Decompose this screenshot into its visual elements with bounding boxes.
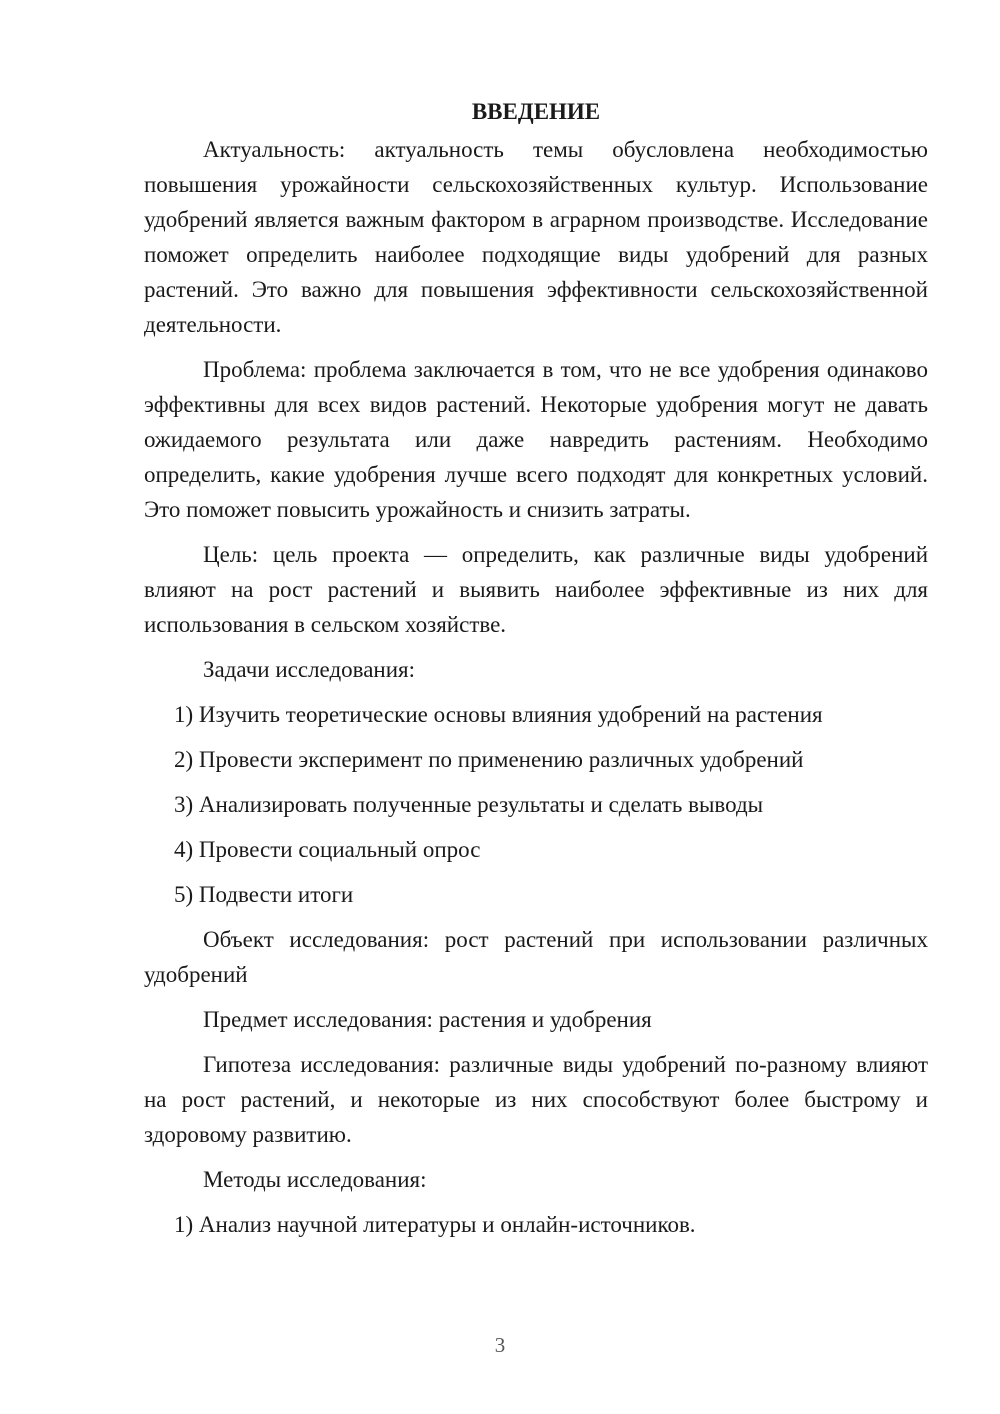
- tasks-list: [144, 697, 928, 912]
- task-item: 4) Провести социальный опрос: [174, 837, 481, 862]
- section-heading: ВВЕДЕНИЕ: [471, 99, 601, 124]
- page-content: [144, 92, 928, 1252]
- methods-label: Методы исследования:: [203, 1167, 427, 1192]
- object-paragraph: Объект исследования: рост растений при использовании различных удобрений: [144, 927, 928, 987]
- page-number: 3: [494, 1333, 506, 1357]
- task-item: 2) Провести эксперимент по применению различных удобрений: [174, 747, 804, 772]
- task-item: 5) Подвести итоги: [174, 882, 354, 907]
- subject-paragraph: Предмет исследования: растения и удобрения: [203, 1007, 652, 1032]
- goal-paragraph: Цель: цель проекта — определить, как различные виды удобрений влияют на рост растений и выявить наиболее эффективные из них для использования в сельском хозяйстве.: [144, 542, 928, 637]
- task-item: 1) Изучить теоретические основы влияния удобрений на растения: [174, 702, 823, 727]
- problem-paragraph: Проблема: проблема заключается в том, что не все удобрения одинаково эффективны для всех видов растений. Некоторые удобрения могут не давать ожидаемого результата или даже навредить растениям. Необходимо определить, какие удобрения лучше всего подходят для конкретных условий. Это поможет повысить урожайность и снизить затраты.: [144, 357, 928, 522]
- relevance-paragraph: Актуальность: актуальность темы обусловлена необходимостью повышения урожайности сельскохозяйственных культур. Использование удобрений является важным фактором в аграрном производстве. Исследование поможет определить наиболее подходящие виды удобрений для разных растений. Это важно для повышения эффективности сельскохозяйственной деятельности.: [144, 137, 928, 337]
- methods-list: [144, 1207, 928, 1242]
- method-item: 1) Анализ научной литературы и онлайн-источников.: [174, 1212, 696, 1237]
- hypothesis-paragraph: Гипотеза исследования: различные виды удобрений по-разному влияют на рост растений, и некоторые из них способствуют более быстрому и здоровому развитию.: [144, 1052, 928, 1147]
- task-item: 3) Анализировать полученные результаты и сделать выводы: [174, 792, 764, 817]
- tasks-label: Задачи исследования:: [203, 657, 416, 682]
